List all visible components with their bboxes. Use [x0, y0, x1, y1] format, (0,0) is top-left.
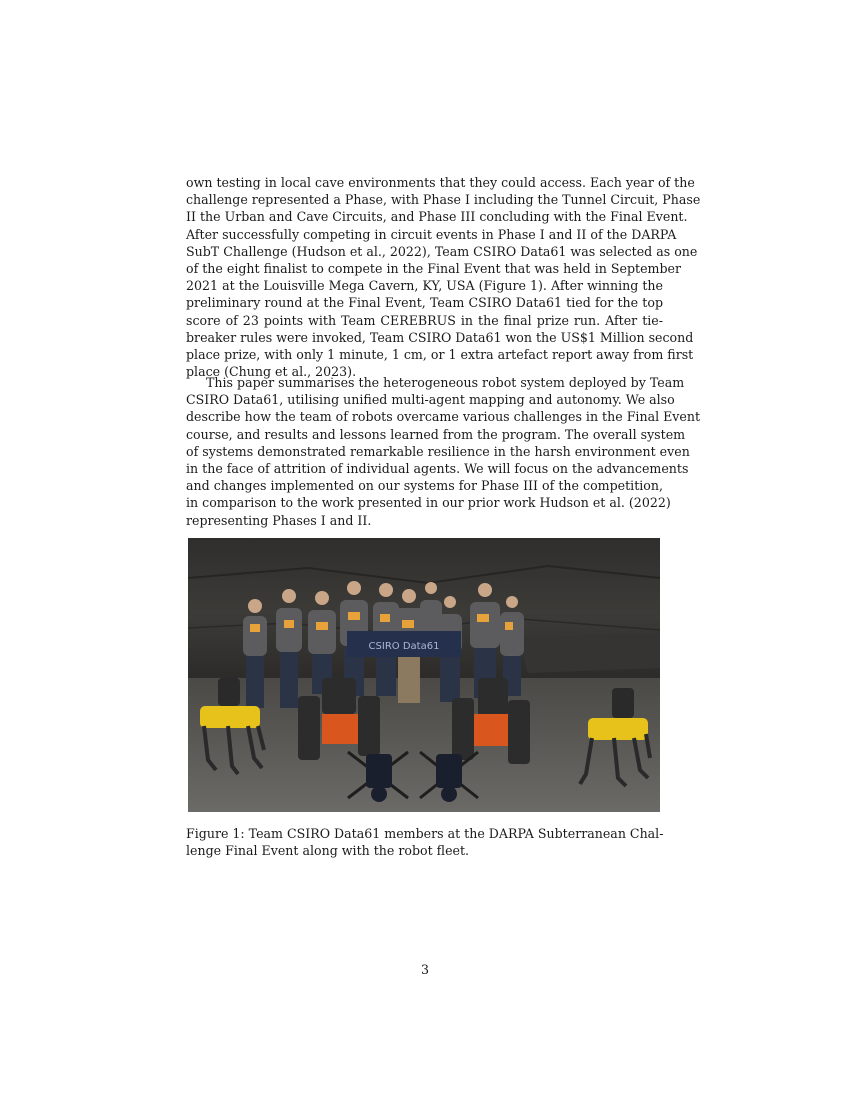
- text-line: This paper summarises the heterogeneous robot system deployed by Team: [206, 375, 685, 390]
- page-number: 3: [420, 962, 429, 977]
- banner-text: CSIRO Data61: [368, 641, 440, 652]
- caption-line: lenge Final Event along with the robot fleet.: [186, 843, 470, 859]
- team-photo-illustration: [188, 538, 660, 812]
- text-line: challenge represented a Phase, with Phase I including the Tunnel Circuit, Phase: [186, 192, 701, 208]
- text-line: and changes implemented on our systems for Phase III of the competition,: [186, 478, 663, 494]
- figure-caption: [186, 825, 663, 859]
- text-line: II the Urban and Cave Circuits, and Phase III concluding with the Final Event.: [186, 209, 688, 225]
- figure-team-photo: [188, 538, 660, 812]
- text-line: 2021 at the Louisville Mega Cavern, KY, USA (Figure 1). After winning the: [186, 278, 663, 294]
- text-line: of systems demonstrated remarkable resilience in the harsh environment even: [186, 443, 690, 459]
- caption-line: Figure 1: Team CSIRO Data61 members at the DARPA Subterranean Chal-: [186, 826, 664, 841]
- text-line: place prize, with only 1 minute, 1 cm, or 1 extra artefact report away from first: [186, 347, 694, 363]
- text-line: course, and results and lessons learned from the program. The overall system: [186, 426, 686, 442]
- text-line: in the face of attrition of individual agents. We will focus on the advancements: [186, 461, 689, 477]
- text-line: breaker rules were invoked, Team CSIRO Data61 won the US$1 Million second: [186, 329, 694, 345]
- text-line: in comparison to the work presented in our prior work Hudson et al. (2022): [186, 495, 671, 511]
- text-line: SubT Challenge (Hudson et al., 2022), Team CSIRO Data61 was selected as one: [186, 243, 698, 259]
- text-line: of the eight finalist to compete in the Final Event that was held in September: [186, 261, 681, 277]
- text-line: CSIRO Data61, utilising unified multi-agent mapping and autonomy. We also: [186, 392, 675, 408]
- text-line: own testing in local cave environments that they could access. Each year of the: [186, 175, 695, 190]
- text-line: score of 23 points with Team CEREBRUS in the final prize run. After tie-: [186, 312, 663, 328]
- text-line: place (Chung et al., 2023).: [186, 364, 357, 380]
- paragraph-summary: [186, 374, 701, 529]
- text-line: preliminary round at the Final Event, Team CSIRO Data61 tied for the top: [186, 295, 663, 311]
- text-line: representing Phases I and II.: [186, 512, 372, 528]
- text-line: After successfully competing in circuit events in Phase I and II of the DARPA: [186, 226, 677, 242]
- text-line: describe how the team of robots overcame various challenges in the Final Event: [186, 409, 701, 425]
- paragraph-intro-continued: [186, 174, 701, 380]
